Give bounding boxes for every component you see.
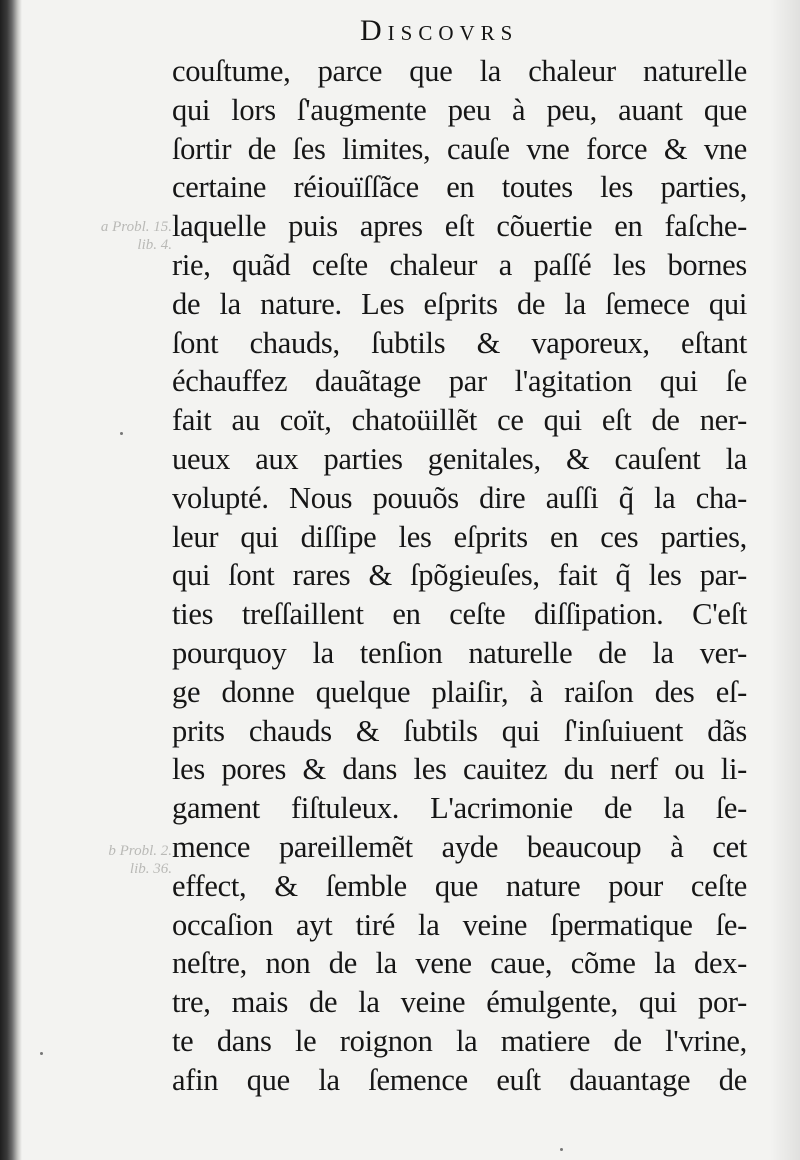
text-line: ſont chauds, ſubtils & vaporeux, eſtant (172, 325, 747, 360)
paper-speck (40, 1052, 43, 1055)
text-line: ſortir de ſes limites, cauſe vne force & vne (172, 131, 747, 166)
body-text (172, 52, 747, 1100)
text-line: volupté. Nous pouuõs dire auſſi q̃ la cha- (172, 480, 747, 515)
text-line: ueux aux parties genitales, & cauſent la (172, 441, 747, 476)
text-line: rie, quãd ceſte chaleur a paſſé les bornes (172, 247, 747, 282)
text-line: ge donne quelque plaiſir, à raiſon des eſ- (172, 674, 747, 709)
text-line: leur qui diſſipe les eſprits en ces parties, (172, 519, 747, 554)
text-line: qui lors ſ'augmente peu à peu, auant que (172, 92, 747, 127)
running-head: Discovrs (360, 14, 519, 47)
text-line: qui ſont rares & ſpõgieuſes, fait q̃ les par- (172, 558, 747, 593)
text-line: tre, mais de la veine émulgente, qui por- (172, 985, 747, 1020)
text-line: te dans le roignon la matiere de l'vrine, (172, 1023, 747, 1058)
text-line: couſtume, parce que la chaleur naturelle (172, 54, 747, 88)
text-line: laquelle puis apres eſt cõuertie en faſche- (172, 209, 747, 244)
margin-note-line: b Probl. 2. (108, 843, 172, 859)
text-line: gament fiſtuleux. L'acrimonie de la ſe- (172, 791, 747, 826)
text-line: les pores & dans les cauitez du nerf ou li- (172, 752, 747, 787)
margin-note-line: lib. 4. (137, 237, 172, 253)
text-line: mence pareillemẽt ayde beaucoup à cet (172, 829, 747, 864)
page-edge-shadow (770, 0, 800, 1160)
binding-edge (0, 0, 22, 1160)
paper-speck (120, 432, 123, 435)
text-line: ties treſſaillent en ceſte diſſipation. C'eſt (172, 597, 747, 632)
text-line: de la nature. Les eſprits de la ſemece qui (172, 286, 747, 321)
text-line: afin que la ſemence euſt dauantage de (172, 1062, 747, 1097)
text-line: effect, & ſemble que nature pour ceſte (172, 868, 747, 903)
margin-note-line: lib. 36. (129, 861, 172, 877)
text-line: neſtre, non de la vene caue, cõme la dex- (172, 946, 747, 981)
text-line: échauffez dauãtage par l'agitation qui ſe (172, 364, 747, 399)
margin-note (82, 218, 172, 254)
margin-note-line: a Probl. 15. (100, 219, 172, 235)
margin-note (82, 842, 172, 878)
paper-speck (560, 1148, 563, 1151)
text-line: pourquoy la tenſion naturelle de la ver- (172, 635, 747, 670)
text-line: fait au coït, chatoüillẽt ce qui eſt de ner- (172, 403, 747, 438)
text-line: certaine réiouïſſãce en toutes les parties, (172, 170, 747, 205)
text-line: occaſion ayt tiré la veine ſpermatique ſe- (172, 907, 747, 942)
text-line: prits chauds & ſubtils qui ſ'inſuiuent dãs (172, 713, 747, 748)
